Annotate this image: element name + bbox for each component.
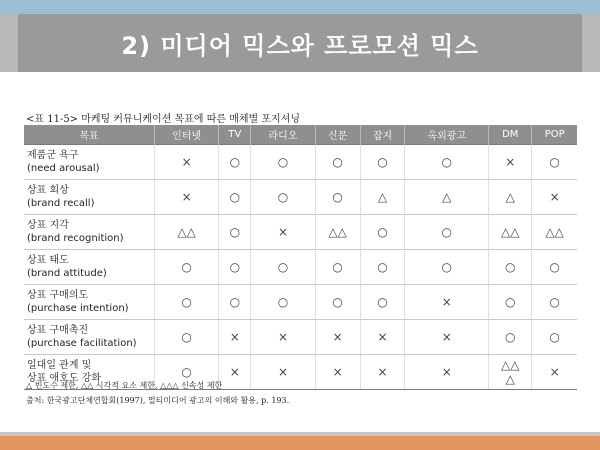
rating-mark: ○ <box>229 225 241 239</box>
rating-mark: ○ <box>181 260 192 274</box>
rating-cell <box>532 145 577 180</box>
rating-mark: × <box>277 365 289 379</box>
rating-mark: △△ <box>545 225 564 239</box>
header-magazine: 잡지 <box>360 125 405 145</box>
rating-mark: × <box>377 365 388 379</box>
rating-mark: ○ <box>277 295 289 309</box>
goal-cell <box>24 250 155 285</box>
header-goal: 목표 <box>24 125 155 145</box>
goal-cell <box>24 285 155 320</box>
slide-title: 2) 미디어 믹스와 프로모션 믹스 <box>121 32 479 60</box>
rating-cell <box>251 145 315 180</box>
rating-cell <box>405 215 489 250</box>
rating-cell <box>532 355 577 390</box>
goal-label-en: 상표 애호도 강화 <box>27 373 101 384</box>
rating-cell <box>360 320 405 355</box>
rating-cell <box>219 250 251 285</box>
rating-cell <box>251 215 315 250</box>
rating-mark: ○ <box>549 295 560 309</box>
rating-cell <box>360 285 405 320</box>
rating-mark: ○ <box>277 260 289 274</box>
rating-cell <box>251 355 315 390</box>
rating-cell <box>155 215 219 250</box>
goal-cell <box>24 145 155 180</box>
goal-label-en: (brand recognition) <box>27 233 124 244</box>
rating-mark: ○ <box>332 260 343 274</box>
goal-label-en: (need arousal) <box>27 163 100 174</box>
rating-cell <box>251 285 315 320</box>
table-row <box>24 320 577 355</box>
rating-cell <box>219 320 251 355</box>
rating-mark: × <box>229 365 240 379</box>
rating-cell <box>155 145 219 180</box>
rating-cell <box>219 180 251 215</box>
rating-cell <box>315 355 360 390</box>
rating-cell <box>532 215 577 250</box>
rating-mark: ○ <box>377 260 388 274</box>
rating-cell <box>405 320 489 355</box>
rating-mark: △ <box>442 190 452 204</box>
rating-mark: ○ <box>504 330 516 344</box>
rating-cell <box>315 215 360 250</box>
rating-mark: ○ <box>229 155 241 169</box>
header-tv: TV <box>219 125 251 145</box>
goal-label-ko: 상표 태도 <box>27 255 69 266</box>
rating-cell <box>251 180 315 215</box>
rating-cell <box>360 145 405 180</box>
source-note: 출처: 한국광고단체연합회(1997), 멀티미디어 광고의 이해와 활용, p. 193. <box>26 396 290 405</box>
rating-mark: ○ <box>549 155 560 169</box>
rating-mark: ○ <box>332 155 343 169</box>
rating-cell <box>360 180 405 215</box>
rating-mark: × <box>229 330 240 344</box>
rating-cell <box>489 145 532 180</box>
table-row <box>24 180 577 215</box>
footer-band <box>0 432 600 450</box>
goal-label-ko: 상표 지각 <box>27 220 69 231</box>
rating-mark: ○ <box>549 260 560 274</box>
rating-cell <box>532 250 577 285</box>
table-row <box>24 145 577 180</box>
header-newspaper: 신문 <box>315 125 360 145</box>
rating-cell <box>360 355 405 390</box>
rating-cell <box>489 215 532 250</box>
goal-label-ko: 제품군 욕구 <box>27 150 79 161</box>
rating-cell <box>405 250 489 285</box>
goal-label-ko: 상표 구매촉진 <box>27 325 89 336</box>
header-pop: POP <box>532 125 577 145</box>
rating-cell <box>489 285 532 320</box>
rating-cell <box>251 320 315 355</box>
rating-cell <box>532 180 577 215</box>
rating-mark: ○ <box>377 225 388 239</box>
rating-mark: × <box>549 190 560 204</box>
header-dm: DM <box>489 125 532 145</box>
rating-mark: ○ <box>441 260 453 274</box>
title-band <box>0 0 600 72</box>
rating-cell <box>360 215 405 250</box>
header-radio: 라디오 <box>251 125 315 145</box>
rating-mark: × <box>441 295 452 309</box>
legend-note: △ 빈도수 제한, △△ 시각적 요소 제한, △△△ 신속성 제한 <box>26 381 223 390</box>
rating-cell <box>315 145 360 180</box>
rating-mark: × <box>181 190 192 204</box>
rating-mark: ○ <box>549 330 560 344</box>
rating-cell <box>532 285 577 320</box>
rating-mark: △△ <box>501 225 520 239</box>
rating-mark: △ <box>377 190 388 204</box>
rating-cell <box>405 355 489 390</box>
goal-label-ko: 일대일 관계 및 <box>27 360 92 371</box>
rating-mark: ○ <box>181 330 192 344</box>
rating-cell <box>251 250 315 285</box>
rating-cell <box>532 320 577 355</box>
rating-mark: × <box>332 365 343 379</box>
goal-label-en: (purchase facilitation) <box>27 338 137 349</box>
goal-label-ko: 상표 구매의도 <box>27 290 89 301</box>
header-outdoor: 옥외광고 <box>405 125 489 145</box>
table-caption: <표 11-5> 마케팅 커뮤니케이션 목표에 따른 매체별 포지셔닝 <box>26 114 300 125</box>
rating-mark: △ <box>505 190 515 204</box>
rating-mark: × <box>277 330 289 344</box>
rating-mark: △△ <box>328 225 347 239</box>
rating-mark: × <box>332 330 343 344</box>
rating-cell <box>360 250 405 285</box>
footer-strip <box>0 432 600 436</box>
rating-mark: ○ <box>504 295 516 309</box>
rating-mark: ○ <box>181 365 192 379</box>
rating-mark: ○ <box>229 260 241 274</box>
rating-cell <box>405 285 489 320</box>
rating-mark: ○ <box>504 260 516 274</box>
goal-cell <box>24 320 155 355</box>
rating-mark: × <box>277 225 289 239</box>
rating-cell <box>219 145 251 180</box>
rating-mark: ○ <box>377 295 388 309</box>
goal-label-en: (brand recall) <box>27 198 95 209</box>
rating-cell <box>489 320 532 355</box>
rating-mark: ○ <box>332 295 343 309</box>
rating-mark: × <box>505 155 516 169</box>
rating-cell <box>219 355 251 390</box>
rating-mark: ○ <box>229 295 241 309</box>
table-row <box>24 215 577 250</box>
goal-cell <box>24 215 155 250</box>
rating-mark: × <box>549 365 560 379</box>
rating-cell <box>155 285 219 320</box>
rating-cell <box>219 215 251 250</box>
header-internet: 인터넷 <box>155 125 219 145</box>
rating-mark: ○ <box>332 190 343 204</box>
rating-cell <box>155 250 219 285</box>
rating-mark: ○ <box>277 155 289 169</box>
rating-cell <box>489 250 532 285</box>
rating-cell <box>315 250 360 285</box>
rating-mark: × <box>377 330 388 344</box>
rating-mark: △△ <box>177 225 196 239</box>
rating-mark: △△ △ <box>501 358 520 386</box>
rating-cell <box>315 320 360 355</box>
title-band-accent <box>0 0 600 14</box>
rating-mark: ○ <box>377 155 388 169</box>
goal-label-ko: 상표 회상 <box>27 185 69 196</box>
rating-cell <box>155 180 219 215</box>
positioning-table <box>24 125 577 390</box>
table-row <box>24 285 577 320</box>
goal-label-en: (brand attitude) <box>27 268 107 279</box>
table-header-row <box>24 125 577 145</box>
rating-cell <box>315 180 360 215</box>
rating-cell <box>219 285 251 320</box>
rating-mark: × <box>441 365 452 379</box>
table-body <box>24 145 577 390</box>
rating-cell <box>155 320 219 355</box>
rating-cell <box>405 180 489 215</box>
rating-mark: ○ <box>441 225 453 239</box>
rating-mark: ○ <box>441 155 453 169</box>
rating-cell <box>405 145 489 180</box>
rating-mark: × <box>441 330 452 344</box>
rating-mark: ○ <box>229 190 241 204</box>
rating-mark: ○ <box>277 190 289 204</box>
rating-mark: ○ <box>181 295 192 309</box>
rating-cell <box>489 180 532 215</box>
goal-cell <box>24 180 155 215</box>
rating-mark: × <box>181 155 192 169</box>
table-row <box>24 250 577 285</box>
rating-cell <box>315 285 360 320</box>
goal-label-en: (purchase intention) <box>27 303 129 314</box>
rating-cell <box>489 355 532 390</box>
